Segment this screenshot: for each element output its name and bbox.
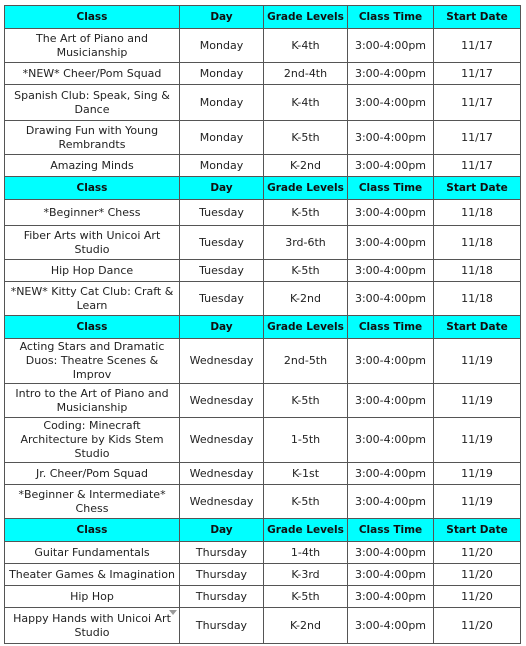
cell-grade[interactable]: 2nd-5th [264,339,348,384]
cell-class[interactable]: *Beginner & Intermediate* Chess [5,485,180,519]
cell-time[interactable]: 3:00-4:00pm [348,85,434,121]
cell-time[interactable]: 3:00-4:00pm [348,608,434,644]
header-cell-start[interactable]: Start Date [434,6,521,29]
cell-time[interactable]: 3:00-4:00pm [348,226,434,260]
header-cell-time[interactable]: Class Time [348,519,434,542]
header-cell-day[interactable]: Day [180,316,264,339]
table-row [5,608,521,644]
cell-time[interactable]: 3:00-4:00pm [348,282,434,316]
table-row [5,339,521,384]
header-cell-time[interactable]: Class Time [348,177,434,200]
cell-day[interactable]: Monday [180,85,264,121]
cell-start[interactable]: 11/17 [434,121,521,155]
header-cell-grade[interactable]: Grade Levels [264,177,348,200]
cell-day[interactable]: Monday [180,155,264,177]
cell-day[interactable]: Wednesday [180,485,264,519]
cell-start[interactable]: 11/17 [434,155,521,177]
cell-class[interactable]: Happy Hands with Unicoi Art Studio [5,608,180,644]
table-row [5,542,521,564]
cell-start[interactable]: 11/17 [434,85,521,121]
cell-day[interactable]: Monday [180,29,264,63]
cell-class[interactable]: Hip Hop [5,586,180,608]
cell-grade[interactable]: K-2nd [264,282,348,316]
header-row [5,6,521,29]
table-row [5,485,521,519]
dropdown-arrow-icon[interactable] [169,610,177,615]
cell-day[interactable]: Monday [180,63,264,85]
cell-start[interactable]: 11/19 [434,463,521,485]
cell-day[interactable]: Wednesday [180,339,264,384]
table-row [5,586,521,608]
cell-start[interactable]: 11/20 [434,542,521,564]
header-row [5,519,521,542]
header-cell-grade[interactable]: Grade Levels [264,6,348,29]
table-row [5,29,521,63]
cell-time[interactable]: 3:00-4:00pm [348,200,434,226]
cell-class[interactable]: Hip Hop Dance [5,260,180,282]
cell-grade[interactable]: 3rd-6th [264,226,348,260]
header-cell-grade[interactable]: Grade Levels [264,316,348,339]
cell-start[interactable]: 11/20 [434,608,521,644]
cell-class[interactable]: Amazing Minds [5,155,180,177]
table-row [5,384,521,418]
cell-start[interactable]: 11/20 [434,586,521,608]
cell-start[interactable]: 11/20 [434,564,521,586]
cell-class[interactable]: Drawing Fun with Young Rembrandts [5,121,180,155]
header-cell-start[interactable]: Start Date [434,316,521,339]
table-row [5,260,521,282]
cell-start[interactable]: 11/18 [434,226,521,260]
class-schedule-table [4,5,521,644]
cell-grade[interactable]: 1-4th [264,542,348,564]
cell-time[interactable]: 3:00-4:00pm [348,542,434,564]
table-row [5,63,521,85]
header-cell-class[interactable]: Class [5,519,180,542]
header-cell-class[interactable]: Class [5,316,180,339]
table-row [5,85,521,121]
cell-day[interactable]: Wednesday [180,463,264,485]
cell-class[interactable]: Jr. Cheer/Pom Squad [5,463,180,485]
cell-grade[interactable]: K-4th [264,85,348,121]
cell-grade[interactable]: K-2nd [264,608,348,644]
cell-class[interactable]: Acting Stars and Dramatic Duos: Theatre Scenes & Improv [5,339,180,384]
cell-start[interactable]: 11/19 [434,418,521,463]
table-row [5,418,521,463]
cell-grade[interactable]: K-2nd [264,155,348,177]
cell-grade[interactable]: K-5th [264,200,348,226]
cell-grade[interactable]: K-5th [264,586,348,608]
cell-day[interactable]: Monday [180,121,264,155]
header-cell-grade[interactable]: Grade Levels [264,519,348,542]
cell-start[interactable]: 11/17 [434,29,521,63]
header-cell-start[interactable]: Start Date [434,177,521,200]
cell-grade[interactable]: K-5th [264,384,348,418]
cell-time[interactable]: 3:00-4:00pm [348,564,434,586]
cell-class[interactable]: Theater Games & Imagination [5,564,180,586]
table-row [5,463,521,485]
cell-start[interactable]: 11/19 [434,339,521,384]
cell-class[interactable]: Coding: Minecraft Architecture by Kids Stem Studio [5,418,180,463]
header-cell-class[interactable]: Class [5,177,180,200]
cell-start[interactable]: 11/19 [434,384,521,418]
table-row [5,564,521,586]
header-cell-time[interactable]: Class Time [348,6,434,29]
header-cell-day[interactable]: Day [180,6,264,29]
cell-time[interactable]: 3:00-4:00pm [348,339,434,384]
header-cell-time[interactable]: Class Time [348,316,434,339]
table-row [5,282,521,316]
cell-day[interactable]: Thursday [180,564,264,586]
cell-day[interactable]: Wednesday [180,418,264,463]
cell-time[interactable]: 3:00-4:00pm [348,155,434,177]
cell-class[interactable]: *NEW* Cheer/Pom Squad [5,63,180,85]
header-cell-day[interactable]: Day [180,177,264,200]
cell-start[interactable]: 11/18 [434,200,521,226]
cell-grade[interactable]: K-4th [264,29,348,63]
cell-grade[interactable]: K-5th [264,260,348,282]
cell-class[interactable]: Spanish Club: Speak, Sing & Dance [5,85,180,121]
cell-class[interactable]: Fiber Arts with Unicoi Art Studio [5,226,180,260]
cell-day[interactable]: Tuesday [180,226,264,260]
cell-grade[interactable]: 1-5th [264,418,348,463]
table-row [5,200,521,226]
cell-grade[interactable]: 2nd-4th [264,63,348,85]
cell-time[interactable]: 3:00-4:00pm [348,463,434,485]
cell-start[interactable]: 11/18 [434,260,521,282]
cell-day[interactable]: Wednesday [180,384,264,418]
cell-day[interactable]: Tuesday [180,200,264,226]
cell-start[interactable]: 11/19 [434,485,521,519]
header-cell-start[interactable]: Start Date [434,519,521,542]
table-row [5,226,521,260]
cell-day[interactable]: Tuesday [180,282,264,316]
cell-time[interactable]: 3:00-4:00pm [348,586,434,608]
cell-time[interactable]: 3:00-4:00pm [348,29,434,63]
cell-day[interactable]: Thursday [180,608,264,644]
cell-grade[interactable]: K-5th [264,485,348,519]
cell-time[interactable]: 3:00-4:00pm [348,121,434,155]
cell-class[interactable]: The Art of Piano and Musicianship [5,29,180,63]
cell-start[interactable]: 11/17 [434,63,521,85]
cell-time[interactable]: 3:00-4:00pm [348,260,434,282]
cell-day[interactable]: Thursday [180,542,264,564]
cell-day[interactable]: Thursday [180,586,264,608]
cell-class[interactable]: Guitar Fundamentals [5,542,180,564]
cell-class[interactable]: *Beginner* Chess [5,200,180,226]
header-row [5,177,521,200]
header-row [5,316,521,339]
cell-grade[interactable]: K-5th [264,121,348,155]
cell-time[interactable]: 3:00-4:00pm [348,384,434,418]
table-row [5,121,521,155]
cell-class[interactable]: Intro to the Art of Piano and Musicianship [5,384,180,418]
table-row [5,155,521,177]
cell-class[interactable]: *NEW* Kitty Cat Club: Craft & Learn [5,282,180,316]
cell-start[interactable]: 11/18 [434,282,521,316]
cell-time[interactable]: 3:00-4:00pm [348,418,434,463]
cell-grade[interactable]: K-1st [264,463,348,485]
cell-day[interactable]: Tuesday [180,260,264,282]
cell-time[interactable]: 3:00-4:00pm [348,485,434,519]
cell-grade[interactable]: K-3rd [264,564,348,586]
header-cell-day[interactable]: Day [180,519,264,542]
header-cell-class[interactable]: Class [5,6,180,29]
cell-time[interactable]: 3:00-4:00pm [348,63,434,85]
